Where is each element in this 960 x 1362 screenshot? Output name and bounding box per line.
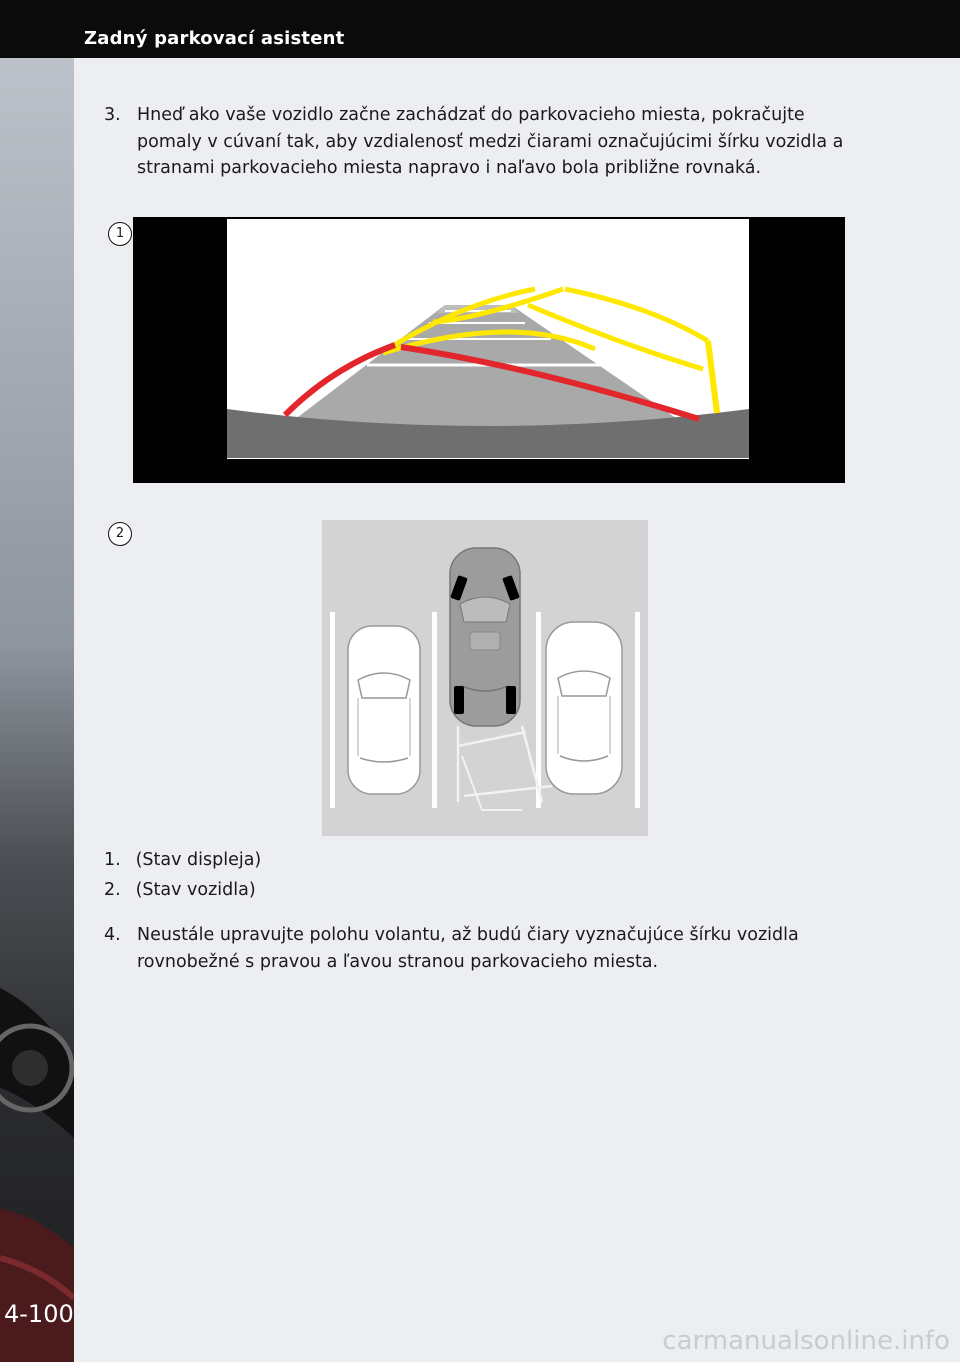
caption-number: 1.: [104, 850, 121, 870]
page-number: 4-100: [4, 1300, 74, 1328]
reversing-car: [450, 548, 520, 726]
caption-2: [104, 878, 256, 902]
parking-position-figure: [322, 520, 648, 836]
caption-text: (Stav displeja): [135, 850, 262, 870]
page-header: [0, 0, 960, 58]
figure-marker-1: 1: [108, 222, 132, 246]
left-parked-car: [348, 626, 420, 794]
caption-number: 2.: [104, 880, 121, 900]
sidebar-photo: [0, 58, 74, 1362]
step-4: [104, 922, 864, 975]
step-3: [104, 102, 864, 182]
step-text: Neustále upravujte polohu volantu, až budú čiary vyznačujúce šírku vozidla rovnobežné s pravou a ľavou stranou parkovacieho miesta.: [137, 925, 799, 972]
rear-camera-display-figure: [133, 217, 845, 483]
step-text: Hneď ako vaše vozidlo začne zachádzať do parkovacieho miesta, pokračujte pomaly v cúvaní tak, aby vzdialenosť medzi čiarami označujúcimi šírku vozidla a stranami parkovacieho miesta napravo i naľavo bola približne rovnaká.: [137, 105, 844, 178]
step-number: 4.: [104, 925, 121, 945]
right-parked-car: [546, 622, 622, 794]
caption-1: [104, 848, 261, 872]
interior-photo: [0, 58, 74, 1362]
caption-text: (Stav vozidla): [135, 880, 256, 900]
step-number: 3.: [104, 105, 121, 125]
watermark: carmanualsonline.info: [662, 1326, 950, 1356]
section-title: Zadný parkovací asistent: [84, 28, 345, 49]
figure-marker-2: 2: [108, 522, 132, 546]
